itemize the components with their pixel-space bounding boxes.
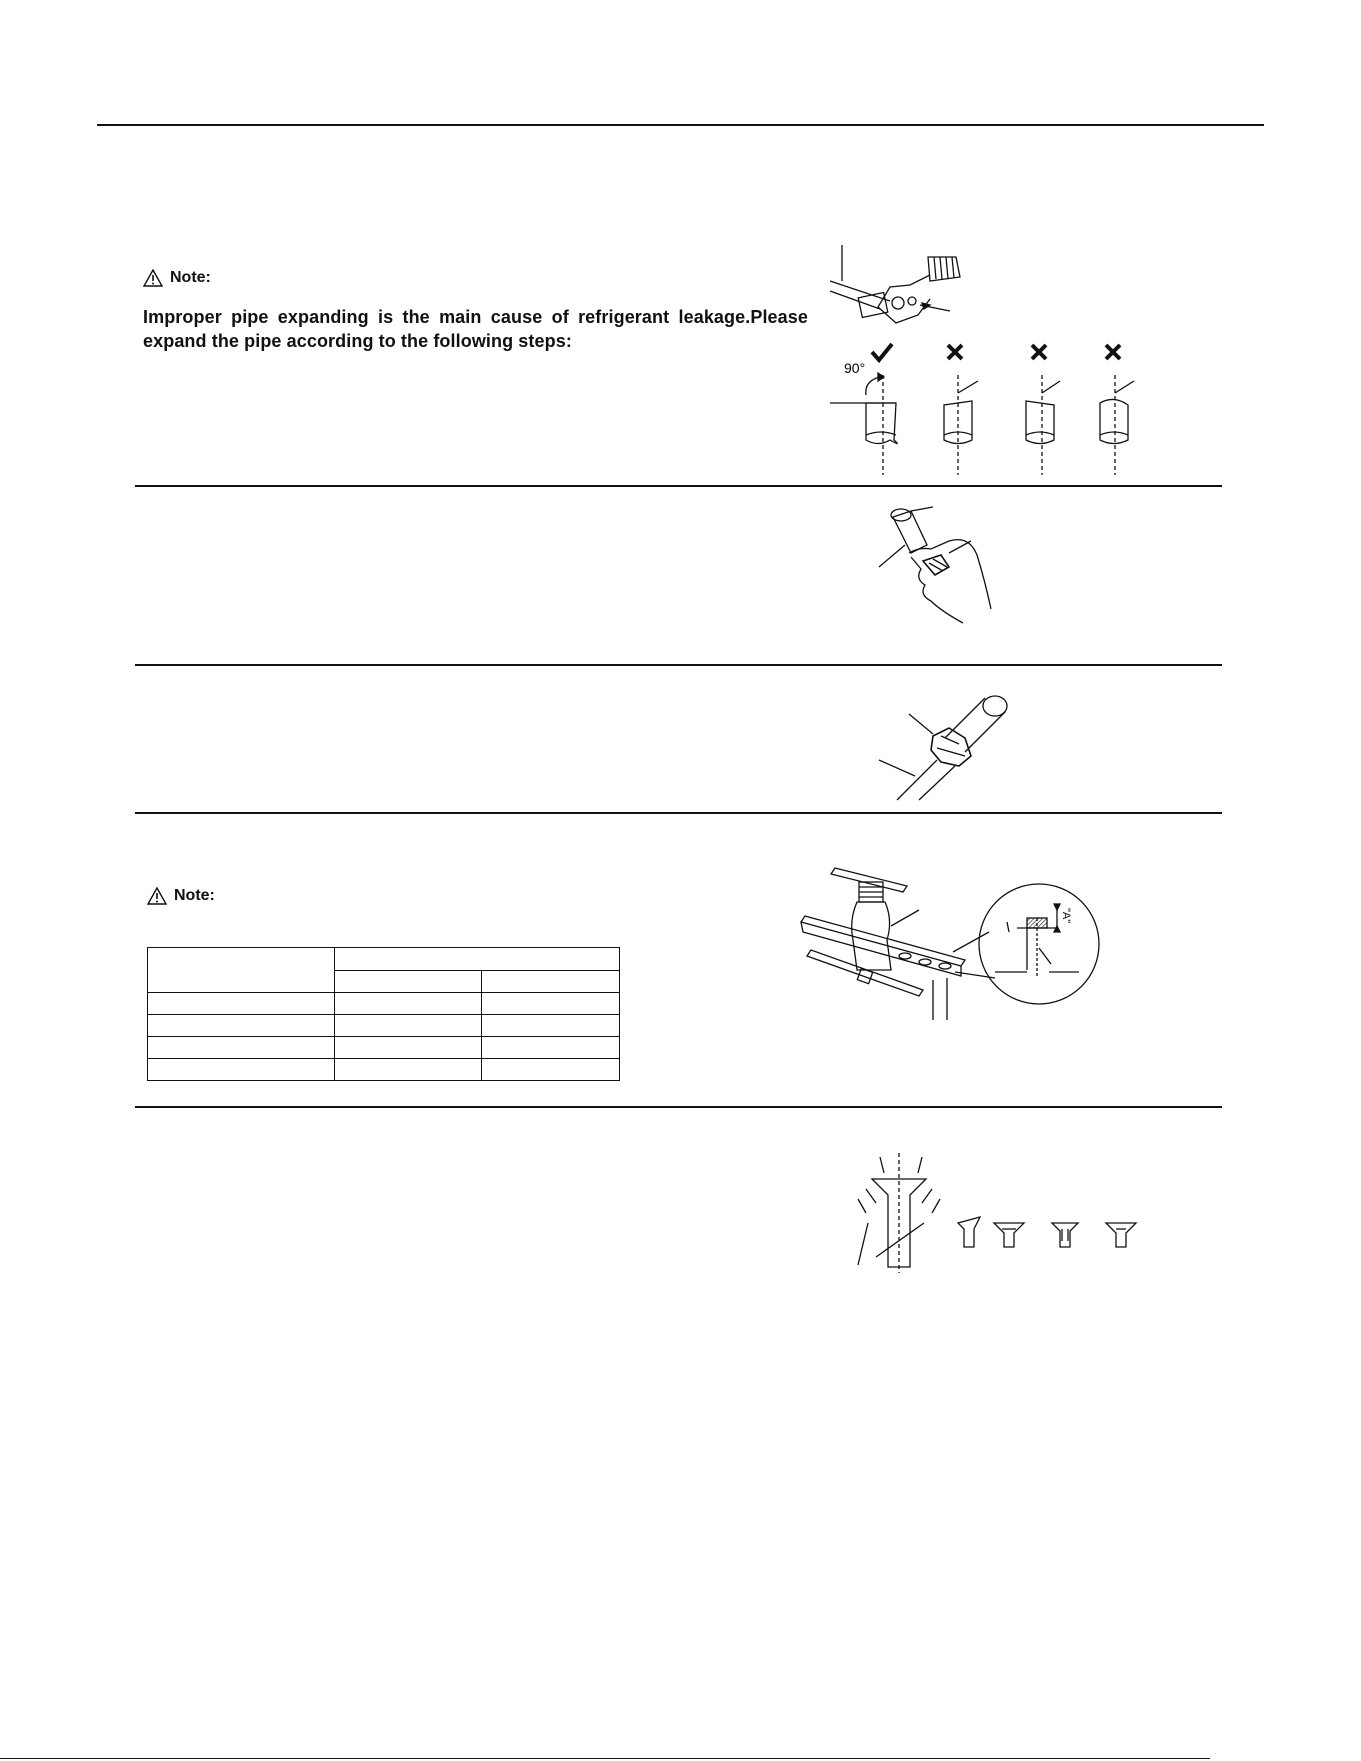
flare-inspection-figure xyxy=(850,1153,1150,1273)
deburr-figure xyxy=(875,505,1005,630)
section-rule-3 xyxy=(135,812,1222,814)
note-2-label: Note: xyxy=(174,887,215,904)
section-rule-1 xyxy=(135,485,1222,487)
svg-text:90°: 90° xyxy=(844,360,866,376)
table-cell xyxy=(482,993,620,1015)
note-1-label: Note: xyxy=(170,269,211,286)
table-cell xyxy=(148,1059,335,1081)
table-cell xyxy=(148,993,335,1015)
table-cell xyxy=(335,1037,482,1059)
pipe-cutter-figure xyxy=(830,245,1160,485)
header-rule xyxy=(97,124,1264,126)
table-row xyxy=(148,948,620,971)
table-cell xyxy=(482,1015,620,1037)
warning-icon xyxy=(147,887,167,905)
svg-text:"A": "A" xyxy=(1060,908,1072,924)
table-cell xyxy=(335,1059,482,1081)
table-row xyxy=(148,1059,620,1081)
note-2 xyxy=(147,887,215,905)
footer-rule xyxy=(0,1758,1210,1759)
table-cell xyxy=(335,993,482,1015)
section-rule-4 xyxy=(135,1106,1222,1108)
table-row xyxy=(148,993,620,1015)
table-cell xyxy=(482,1059,620,1081)
table-cell xyxy=(482,971,620,993)
table-cell xyxy=(335,948,620,971)
cross-icon xyxy=(948,345,1120,359)
table-cell xyxy=(335,971,482,993)
warning-icon xyxy=(143,269,163,287)
table-cell xyxy=(335,1015,482,1037)
table-row xyxy=(148,1015,620,1037)
table-cell xyxy=(148,1037,335,1059)
flare-nut-figure xyxy=(875,690,1025,800)
section-rule-2 xyxy=(135,664,1222,666)
table-cell xyxy=(482,1037,620,1059)
table-row xyxy=(148,1037,620,1059)
table-cell xyxy=(148,1015,335,1037)
flaring-tool-figure xyxy=(795,860,1115,1020)
intro-paragraph: Improper pipe expanding is the main cause of refrigerant leakage.Please expand the pipe according to the following steps: xyxy=(143,307,808,351)
note-1 xyxy=(143,269,211,287)
table-cell xyxy=(148,948,335,993)
flare-dimension-table xyxy=(147,947,620,1081)
check-icon xyxy=(872,344,892,360)
